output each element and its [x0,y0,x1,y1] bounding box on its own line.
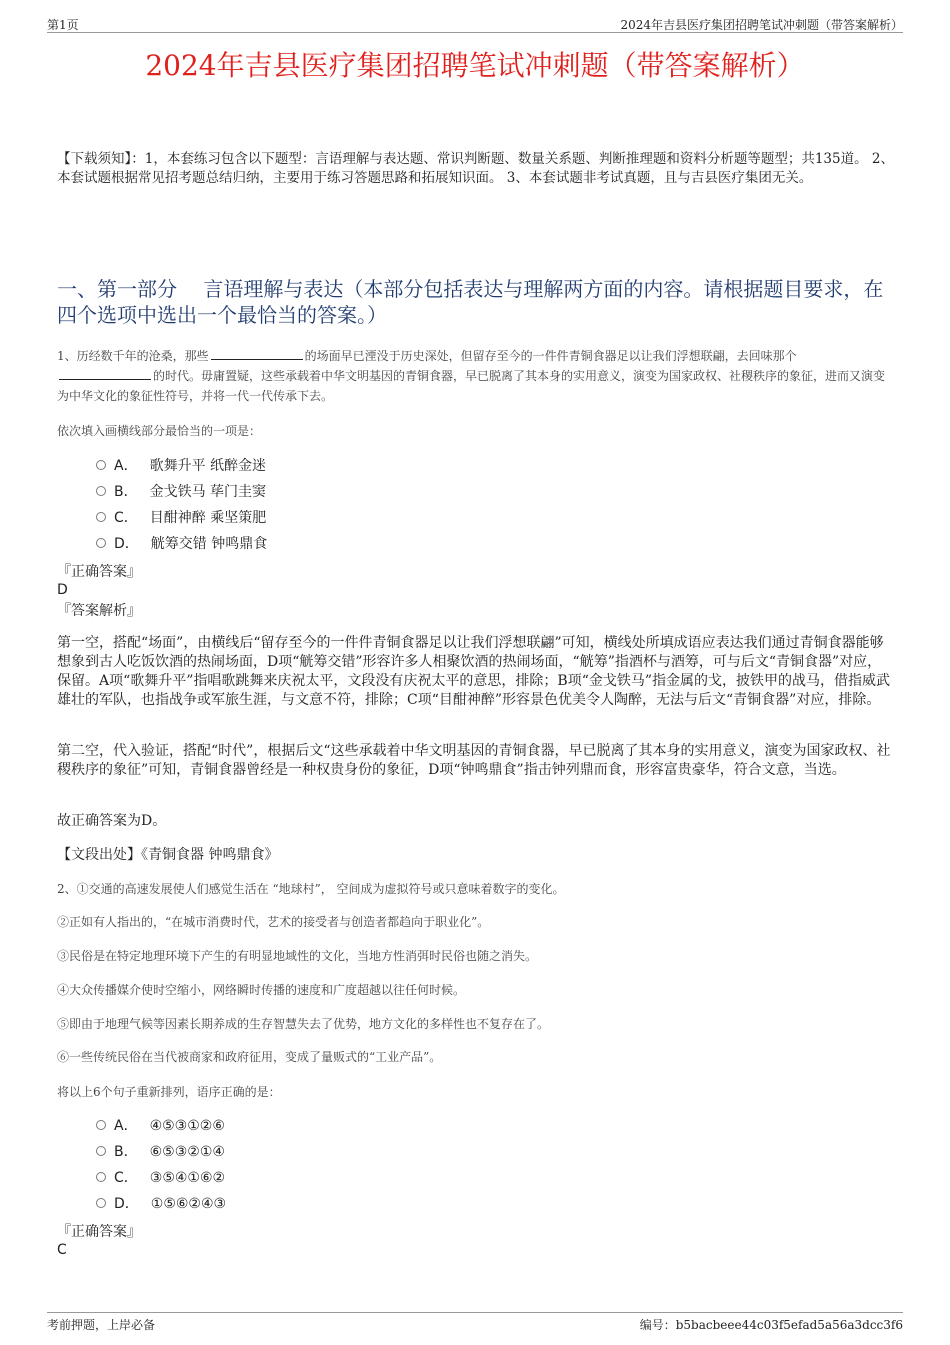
q1-conclusion: 故正确答案为D。 [57,813,167,829]
q2-prompt: 将以上6个句子重新排列，语序正确的是： [57,1085,281,1099]
q2-sentence-3: ③民俗是在特定地理环境下产生的有明显地域性的文化，当地方性消弭时民俗也随之消失。 [57,949,538,963]
q2-answer: C [57,1242,67,1258]
page-title: 2024年吉县医疗集团招聘笔试冲刺题（带答案解析） [145,49,805,82]
page-footer [47,1312,903,1332]
page-header [47,14,903,33]
radio-icon[interactable] [96,486,106,496]
header-doc-title: 2024年吉县医疗集团招聘笔试冲刺题（带答案解析） [620,18,903,32]
q1-answer: D [57,582,68,598]
page-number: 第1页 [47,18,79,32]
q1-prompt: 依次填入画横线部分最恰当的一项是： [57,424,262,438]
radio-icon[interactable] [96,1198,106,1208]
fill-blank-1 [211,347,303,360]
q2-option-d[interactable]: D． ①⑤⑥②④③ [96,1194,226,1214]
q2-sentence-1: 2、①交通的高速发展使人们感觉生活在 “地球村”， 空间成为虚拟符号或只意味着数字的变化。 [57,882,565,896]
radio-icon[interactable] [96,1120,106,1130]
q2-sentence-2: ②正如有人指出的，“在城市消费时代，艺术的接受者与创造者都趋向于职业化”。 [57,915,490,929]
q2-option-c[interactable]: C． ③⑤④①⑥② [96,1168,225,1188]
q1-analysis-para-1: 第一空，搭配“场面”，由横线后“留存至今的一件件青铜食器足以让我们浮想联翩”可知，横线处所填成语应表达我们通过青铜食器能够想象到古人吃饭饮酒的热闹场面，D项“觥筹交错”形容许多人相聚饮酒的热闹场面，“觥筹”指酒杯与酒筹，可与后文“青铜食器”对应，保留。A项“歌舞升平”指唱歌跳舞来庆祝太平，文段没有庆祝太平的意思，排除；B项“金戈铁马”指金属的戈，披铁甲的战马，借指威武雄壮的军队，也指战争或军旅生涯，与文意不符，排除；C项“目酣神醉”形容景色优美令人陶醉，无法与后文“青铜食器”对应，排除。 [57,635,891,708]
radio-icon[interactable] [96,1172,106,1182]
fill-blank-2 [59,367,151,380]
q2-sentence-5: ⑤即由于地理气候等因素长期养成的生存智慧失去了优势，地方文化的多样性也不复存在了。 [57,1017,550,1031]
section-title: 一、第一部分 言语理解与表达（本部分包括表达与理解两方面的内容。请根据题目要求，在四个选项中选出一个最恰当的答案。） [57,277,884,327]
radio-icon[interactable] [96,460,106,470]
q1-analysis-label: 『答案解析』 [57,603,141,619]
q2-option-b[interactable]: B． ⑥⑤③②①④ [96,1142,225,1162]
radio-icon[interactable] [96,538,106,548]
footer-doc-id: 编号：b5bacbeee44c03f5efad5a56a3dcc3f6 [639,1318,903,1332]
q2-answer-label: 『正确答案』 [57,1224,141,1240]
q1-source: 【文段出处】《青铜食器 钟鸣鼎食》 [57,847,279,863]
q1-answer-label: 『正确答案』 [57,564,141,580]
download-notice: 【下载须知】：1，本套练习包含以下题型：言语理解与表达题、常识判断题、数量关系题、判断推理题和资料分析题等题型；共135道。 2、本套试题根据常见招考题总结归纳，主要用于练习答题思路和拓展知识面。 3、本套试题非考试真题，且与吉县医疗集团无关。 [57,151,894,186]
radio-icon[interactable] [96,512,106,522]
q1-stem: 1、历经数千年的沧桑，那些 的场面早已湮没于历史深处，但留存至今的一件件青铜食器足以让我们浮想联翩，去回味那个的时代。毋庸置疑，这些承载着中华文明基因的青铜食器，早已脱离了其本身的实用意义，演变为国家政权、社稷秩序的象征，进而又演变为中华文化的象征性符号，并将一代一代传承下去。 [57,349,886,403]
footer-slogan: 考前押题，上岸必备 [47,1318,156,1332]
q1-option-d[interactable]: D． 觥筹交错 钟鸣鼎食 [96,534,267,554]
q2-option-a[interactable]: A． ④⑤③①②⑥ [96,1116,225,1136]
q2-sentence-4: ④大众传播媒介使时空缩小，网络瞬时传播的速度和广度超越以往任何时候。 [57,983,466,997]
q1-analysis-para-2: 第二空，代入验证，搭配“时代”，根据后文“这些承载着中华文明基因的青铜食器，早已脱离了其本身的实用意义，演变为国家政权、社稷秩序的象征”可知，青铜食器曾经是一种权贵身份的象征，D项“钟鸣鼎食”指击钟列鼎而食，形容富贵豪华，符合文意，当选。 [57,743,891,778]
q1-option-b[interactable]: B． 金戈铁马 荜门圭窦 [96,482,266,502]
q1-option-a[interactable]: A． 歌舞升平 纸醉金迷 [96,456,266,476]
q1-option-c[interactable]: C． 目酣神醉 乘坚策肥 [96,508,266,528]
radio-icon[interactable] [96,1146,106,1156]
q2-sentence-6: ⑥一些传统民俗在当代被商家和政府征用，变成了量贩式的“工业产品”。 [57,1050,442,1064]
